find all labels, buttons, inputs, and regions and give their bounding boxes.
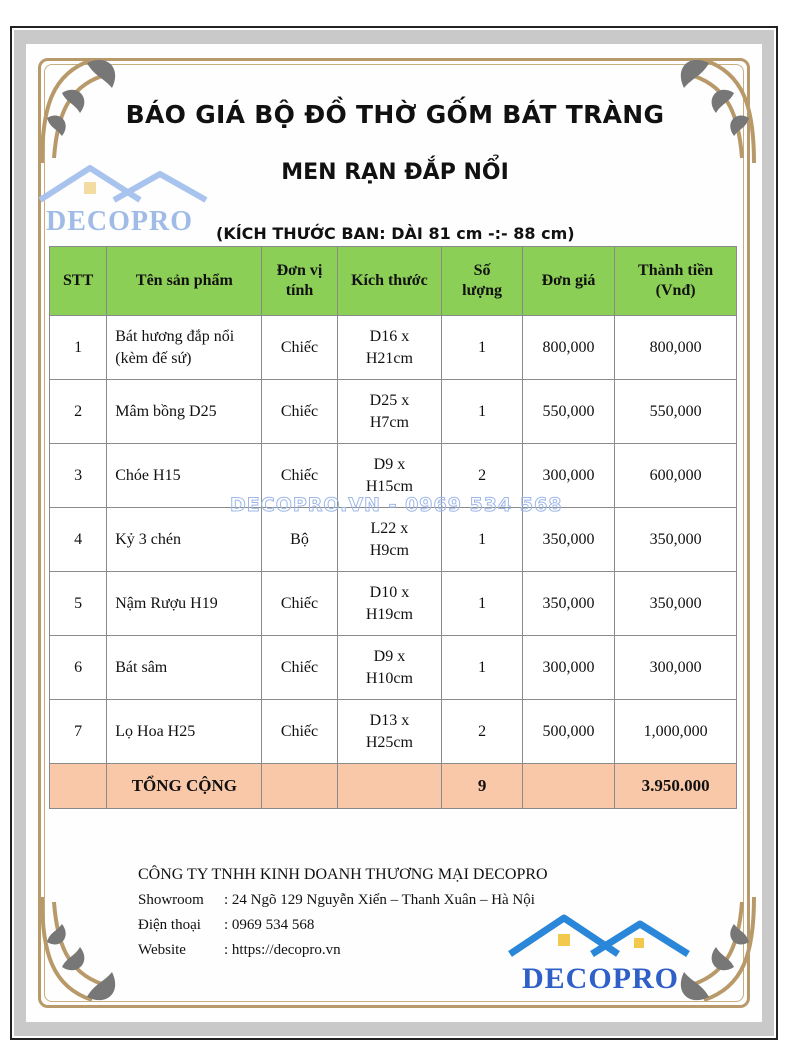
- cell-size: D10 x H19cm: [337, 572, 442, 636]
- company-name: CÔNG TY TNHH KINH DOANH THƯƠNG MẠI DECOPRO: [138, 866, 548, 883]
- cell-total: 800,000: [615, 316, 737, 380]
- header-unit: Đơn vị tính: [262, 247, 337, 316]
- cell-unit: Chiếc: [262, 636, 337, 700]
- cell-size: L22 x H9cm: [337, 508, 442, 572]
- cell-price: 300,000: [522, 636, 614, 700]
- phone-number: : 0969 534 568: [224, 917, 315, 933]
- cell-name: Mâm bồng D25: [107, 380, 262, 444]
- cell-total: 550,000: [615, 380, 737, 444]
- total-amount: 3.950.000: [615, 764, 737, 809]
- cell-qty: 1: [442, 572, 522, 636]
- table-header-row: [50, 247, 737, 316]
- cell-price: 800,000: [522, 316, 614, 380]
- cell-stt: 7: [50, 700, 107, 764]
- cell-size: D16 x H21cm: [337, 316, 442, 380]
- cell-total: 1,000,000: [615, 700, 737, 764]
- website-row: [138, 938, 548, 963]
- website-label: Website: [138, 942, 186, 958]
- cell-unit: Chiếc: [262, 380, 337, 444]
- header-qty: Số lượng: [442, 247, 522, 316]
- cell-price: 350,000: [522, 508, 614, 572]
- total-empty-cell: [522, 764, 614, 809]
- table-row: [50, 380, 737, 444]
- cell-stt: 1: [50, 316, 107, 380]
- showroom-address: : 24 Ngõ 129 Nguyễn Xiển – Thanh Xuân – Hà Nội: [224, 892, 535, 908]
- showroom-row: [138, 888, 548, 913]
- cell-unit: Chiếc: [262, 316, 337, 380]
- total-empty-cell: [262, 764, 337, 809]
- table-row: [50, 700, 737, 764]
- logo-text: DECOPRO: [522, 962, 679, 995]
- cell-size: D9 x H15cm: [337, 444, 442, 508]
- cell-unit: Chiếc: [262, 700, 337, 764]
- cell-unit: Bộ: [262, 508, 337, 572]
- total-empty-cell: [337, 764, 442, 809]
- logo-text: DECOPRO: [46, 206, 193, 237]
- header-stt: STT: [50, 247, 107, 316]
- cell-stt: 5: [50, 572, 107, 636]
- page-title: BÁO GIÁ BỘ ĐỒ THỜ GỐM BÁT TRÀNG: [125, 100, 665, 129]
- cell-price: 300,000: [522, 444, 614, 508]
- total-row: [50, 764, 737, 809]
- watermark: DECOPRO.VN - 0969 534 568: [230, 494, 563, 516]
- cell-name: Chóe H15: [107, 444, 262, 508]
- cell-size: D13 x H25cm: [337, 700, 442, 764]
- table-row: [50, 508, 737, 572]
- header-price: Đơn giá: [522, 247, 614, 316]
- cell-name: Bát hương đắp nổi (kèm đế sứ): [107, 316, 262, 380]
- table-row: [50, 572, 737, 636]
- cell-size: D25 x H7cm: [337, 380, 442, 444]
- size-note: (KÍCH THƯỚC BAN: DÀI 81 cm -:- 88 cm): [216, 224, 575, 243]
- header-name: Tên sản phẩm: [107, 247, 262, 316]
- cell-name: Bát sâm: [107, 636, 262, 700]
- cell-qty: 1: [442, 316, 522, 380]
- total-label: TỔNG CỘNG: [107, 764, 262, 809]
- cell-stt: 2: [50, 380, 107, 444]
- cell-price: 500,000: [522, 700, 614, 764]
- cell-qty: 2: [442, 700, 522, 764]
- cell-stt: 6: [50, 636, 107, 700]
- cell-qty: 1: [442, 380, 522, 444]
- phone-row: [138, 913, 548, 938]
- total-empty-cell: [50, 764, 107, 809]
- table-row: [50, 636, 737, 700]
- page-subtitle: MEN RẠN ĐẮP NỔI: [281, 160, 509, 185]
- cell-qty: 1: [442, 636, 522, 700]
- cell-qty: 2: [442, 444, 522, 508]
- showroom-label: Showroom: [138, 892, 204, 908]
- cell-unit: Chiếc: [262, 572, 337, 636]
- cell-price: 550,000: [522, 380, 614, 444]
- cell-total: 350,000: [615, 572, 737, 636]
- website-link[interactable]: : https://decopro.vn: [224, 942, 341, 958]
- cell-name: Lọ Hoa H25: [107, 700, 262, 764]
- cell-price: 350,000: [522, 572, 614, 636]
- cell-total: 350,000: [615, 508, 737, 572]
- cell-total: 300,000: [615, 636, 737, 700]
- cell-size: D9 x H10cm: [337, 636, 442, 700]
- cell-stt: 4: [50, 508, 107, 572]
- cell-name: Kỷ 3 chén: [107, 508, 262, 572]
- total-qty: 9: [442, 764, 522, 809]
- company-info: [138, 866, 548, 963]
- header-total: Thành tiền (Vnđ): [615, 247, 737, 316]
- cell-total: 600,000: [615, 444, 737, 508]
- phone-label: Điện thoại: [138, 917, 201, 933]
- cell-name: Nậm Rượu H19: [107, 572, 262, 636]
- corner-ornament-icon: [32, 892, 127, 1012]
- quotation-table: [49, 246, 737, 809]
- cell-qty: 1: [442, 508, 522, 572]
- cell-stt: 3: [50, 444, 107, 508]
- cell-unit: Chiếc: [262, 444, 337, 508]
- header-size: Kích thước: [337, 247, 442, 316]
- table-row: [50, 316, 737, 380]
